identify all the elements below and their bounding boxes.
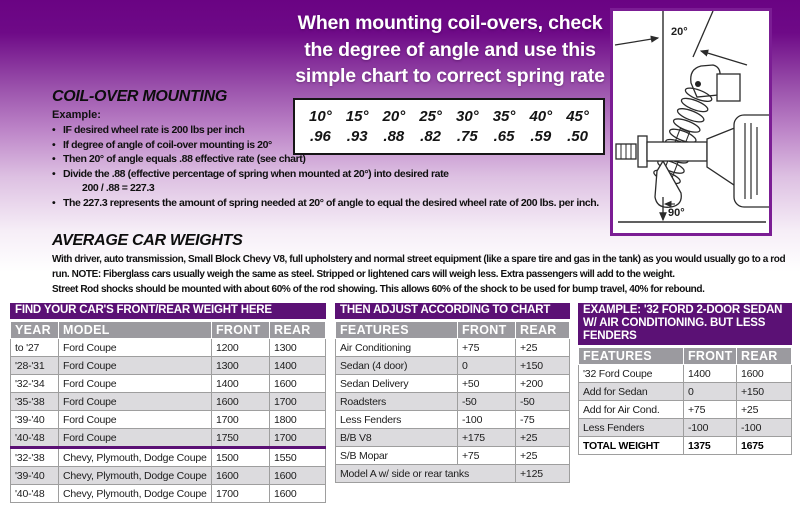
table-cell: 1700 bbox=[212, 485, 270, 503]
column-header: REAR bbox=[516, 322, 570, 339]
table-cell: +25 bbox=[516, 447, 570, 465]
table-cell: Chevy, Plymouth, Dodge Coupe bbox=[59, 485, 212, 503]
table-cell: 1200 bbox=[212, 339, 270, 357]
shock-axis-line bbox=[693, 11, 713, 57]
table-cell: '32 Ford Coupe bbox=[579, 365, 684, 383]
diagram-angle-label: 20° bbox=[671, 26, 688, 38]
formula-line: 200 / .88 = 227.3 bbox=[82, 182, 155, 194]
example-label: Example: bbox=[52, 109, 101, 121]
average-car-weights-section bbox=[52, 232, 800, 297]
angle-value: 45° bbox=[566, 107, 589, 125]
table-cell: Chevy, Plymouth, Dodge Coupe bbox=[59, 448, 212, 467]
table-cell: S/B Mopar bbox=[336, 447, 458, 465]
adjustment-table bbox=[335, 303, 570, 483]
column-header: FEATURES bbox=[336, 322, 458, 339]
table-cell: 1500 bbox=[212, 448, 270, 467]
table-cell: 1800 bbox=[270, 411, 326, 429]
table-cell: '32-'38 bbox=[11, 448, 59, 467]
table-cell: '39-'40 bbox=[11, 467, 59, 485]
table-cell: 1600 bbox=[212, 467, 270, 485]
table-cell: B/B V8 bbox=[336, 429, 458, 447]
table-row bbox=[336, 375, 570, 393]
table-row bbox=[579, 365, 792, 383]
table-cell: 1400 bbox=[684, 365, 737, 383]
table-cell: +125 bbox=[516, 465, 570, 483]
mount-bolt bbox=[695, 81, 701, 87]
table-row bbox=[336, 411, 570, 429]
table-row bbox=[579, 419, 792, 437]
angle-arrow-right bbox=[701, 51, 747, 65]
table-cell: +75 bbox=[458, 447, 516, 465]
table-cell: Sedan (4 door) bbox=[336, 357, 458, 375]
table-cell: Less Fenders bbox=[579, 419, 684, 437]
table-cell: +25 bbox=[516, 429, 570, 447]
headline-line: simple chart to correct spring rate bbox=[295, 65, 605, 87]
bullet-item: • If degree of angle of coil-over mounting is 20° bbox=[52, 138, 692, 153]
table-cell: '40-'48 bbox=[11, 429, 59, 448]
table-cell: 1600 bbox=[270, 485, 326, 503]
table-cell: '32-'34 bbox=[11, 375, 59, 393]
table-cell: +200 bbox=[516, 375, 570, 393]
column-header: MODEL bbox=[59, 322, 212, 339]
frame-bracket bbox=[717, 74, 740, 101]
rate-value: .82 bbox=[420, 127, 442, 145]
rate-value: .65 bbox=[493, 127, 515, 145]
table-cell: to '27 bbox=[11, 339, 59, 357]
table-cell: -50 bbox=[458, 393, 516, 411]
rate-value: .50 bbox=[567, 127, 588, 145]
table-cell: 1750 bbox=[212, 429, 270, 448]
table-cell: Less Fenders bbox=[336, 411, 458, 429]
table-cell: Model A w/ side or rear tanks bbox=[336, 465, 516, 483]
table-cell: 0 bbox=[684, 383, 737, 401]
table-row bbox=[11, 467, 326, 485]
bullet-item: • Then 20° of angle equals .88 effective rate (see chart) bbox=[52, 152, 692, 167]
table-row bbox=[11, 429, 326, 448]
column-header: REAR bbox=[737, 348, 792, 365]
table-cell: 1400 bbox=[212, 375, 270, 393]
table-cell: '28-'31 bbox=[11, 357, 59, 375]
table-cell: +25 bbox=[516, 339, 570, 357]
table-cell: '39-'40 bbox=[11, 411, 59, 429]
table-row bbox=[579, 383, 792, 401]
headline bbox=[288, 10, 612, 90]
table-cell: 1400 bbox=[270, 357, 326, 375]
table-cell: Ford Coupe bbox=[59, 339, 212, 357]
table-row bbox=[11, 339, 326, 357]
table-cell: +175 bbox=[458, 429, 516, 447]
diagram-base-angle-label: 90° bbox=[668, 207, 685, 219]
table-row bbox=[11, 393, 326, 411]
table-cell: +75 bbox=[458, 339, 516, 357]
table-title-bar: THEN ADJUST ACCORDING TO CHART bbox=[335, 303, 570, 319]
angle-arrow-left bbox=[615, 38, 658, 45]
column-header: FRONT bbox=[212, 322, 270, 339]
angle-value: 35° bbox=[492, 107, 516, 125]
table-row bbox=[336, 465, 570, 483]
table-cell: Air Conditioning bbox=[336, 339, 458, 357]
average-weights-paragraph: With driver, auto transmission, Small Block Chevy V8, full upholstery and normal street equipment (like a spare tire and gas in the tank) as you would usually go to a rod run. NOTE: Fiberglass cars usually weigh the same as steel. Stripped or lightened cars will weigh less. Extra passengers will add to the weight. bbox=[52, 254, 786, 280]
angle-value: 10° bbox=[309, 107, 332, 125]
table-row bbox=[336, 357, 570, 375]
table-cell: 1300 bbox=[270, 339, 326, 357]
table-cell: 1700 bbox=[270, 429, 326, 448]
table-row bbox=[336, 393, 570, 411]
column-header: FRONT bbox=[684, 348, 737, 365]
table-cell: Sedan Delivery bbox=[336, 375, 458, 393]
table-cell: 1700 bbox=[270, 393, 326, 411]
table-cell: -75 bbox=[516, 411, 570, 429]
example-calculation-table bbox=[578, 303, 792, 455]
table-row bbox=[11, 448, 326, 467]
table-row bbox=[336, 339, 570, 357]
column-header: REAR bbox=[270, 322, 326, 339]
table-cell: +150 bbox=[737, 383, 792, 401]
table-cell: Ford Coupe bbox=[59, 411, 212, 429]
average-car-weights-title: AVERAGE CAR WEIGHTS bbox=[52, 232, 243, 249]
table-cell: +50 bbox=[458, 375, 516, 393]
table-row bbox=[11, 411, 326, 429]
table-header-row bbox=[579, 348, 792, 365]
table-cell: Ford Coupe bbox=[59, 393, 212, 411]
table-cell: Ford Coupe bbox=[59, 375, 212, 393]
headline-line: the degree of angle and use this bbox=[304, 38, 596, 61]
table-header-row bbox=[11, 322, 326, 339]
table-cell: 1300 bbox=[212, 357, 270, 375]
table-cell: 1600 bbox=[212, 393, 270, 411]
table-row bbox=[579, 437, 792, 455]
table-cell: Roadsters bbox=[336, 393, 458, 411]
rate-value: .59 bbox=[530, 127, 552, 145]
table-cell: Add for Air Cond. bbox=[579, 401, 684, 419]
table-cell: 1675 bbox=[737, 437, 792, 455]
table-cell: Ford Coupe bbox=[59, 429, 212, 448]
table-cell: +150 bbox=[516, 357, 570, 375]
bullet-item: • Divide the .88 (effective percentage of spring when mounted at 20°) into desired rate bbox=[52, 167, 692, 182]
angle-value: 40° bbox=[529, 107, 553, 125]
table-cell: +75 bbox=[684, 401, 737, 419]
table-row bbox=[11, 357, 326, 375]
table-cell: -100 bbox=[458, 411, 516, 429]
front-rear-weight-table bbox=[10, 303, 326, 503]
table-title-bar: FIND YOUR CAR'S FRONT/REAR WEIGHT HERE bbox=[10, 303, 326, 319]
rate-value: .88 bbox=[383, 127, 405, 145]
table-cell: 1600 bbox=[270, 375, 326, 393]
angle-value: 15° bbox=[345, 107, 369, 125]
column-header: FRONT bbox=[458, 322, 516, 339]
column-header: YEAR bbox=[11, 322, 59, 339]
table-cell: Add for Sedan bbox=[579, 383, 684, 401]
table-cell: 1700 bbox=[212, 411, 270, 429]
bullet-item: • The 227.3 represents the amount of spring needed at 20° of angle to equal the desired wheel rate of 200 lbs. per inch. bbox=[52, 196, 692, 211]
rate-value: .75 bbox=[456, 127, 478, 145]
rate-value: .96 bbox=[309, 127, 331, 145]
angle-value: 30° bbox=[455, 107, 479, 125]
angle-value: 20° bbox=[382, 107, 406, 125]
angle-value: 25° bbox=[419, 107, 442, 125]
table-cell: TOTAL WEIGHT bbox=[579, 437, 684, 455]
table-cell: Ford Coupe bbox=[59, 357, 212, 375]
table-cell: 0 bbox=[458, 357, 516, 375]
table-cell: 1375 bbox=[684, 437, 737, 455]
table-header-row bbox=[336, 322, 570, 339]
headline-line: When mounting coil-overs, check bbox=[297, 12, 603, 34]
table-cell: Chevy, Plymouth, Dodge Coupe bbox=[59, 467, 212, 485]
table-row bbox=[579, 401, 792, 419]
table-row bbox=[11, 375, 326, 393]
coil-over-mounting-section bbox=[52, 88, 692, 210]
table-row bbox=[11, 485, 326, 503]
coil-over-mounting-title: COIL-OVER MOUNTING bbox=[52, 88, 228, 105]
table-cell: 1600 bbox=[737, 365, 792, 383]
table-cell: -50 bbox=[516, 393, 570, 411]
table-cell: '35-'38 bbox=[11, 393, 59, 411]
bullet-item: • IF desired wheel rate is 200 lbs per inch bbox=[52, 123, 692, 138]
table-cell: 1600 bbox=[270, 467, 326, 485]
table-title-bar: EXAMPLE: '32 FORD 2-DOOR SEDAN W/ AIR CONDITIONING. BUT LESS FENDERS bbox=[578, 303, 792, 345]
table-row bbox=[336, 429, 570, 447]
rate-value: .93 bbox=[346, 127, 368, 145]
table-cell: +25 bbox=[737, 401, 792, 419]
column-header: FEATURES bbox=[579, 348, 684, 365]
table-cell: -100 bbox=[684, 419, 737, 437]
table-cell: '40-'48 bbox=[11, 485, 59, 503]
table-cell: 1550 bbox=[270, 448, 326, 467]
table-cell: -100 bbox=[737, 419, 792, 437]
average-weights-paragraph: Street Rod shocks should be mounted with about 60% of the rod showing. This allows 60% of the shock to be used for bump travel, 40% for rebound. bbox=[52, 283, 705, 295]
table-row bbox=[336, 447, 570, 465]
